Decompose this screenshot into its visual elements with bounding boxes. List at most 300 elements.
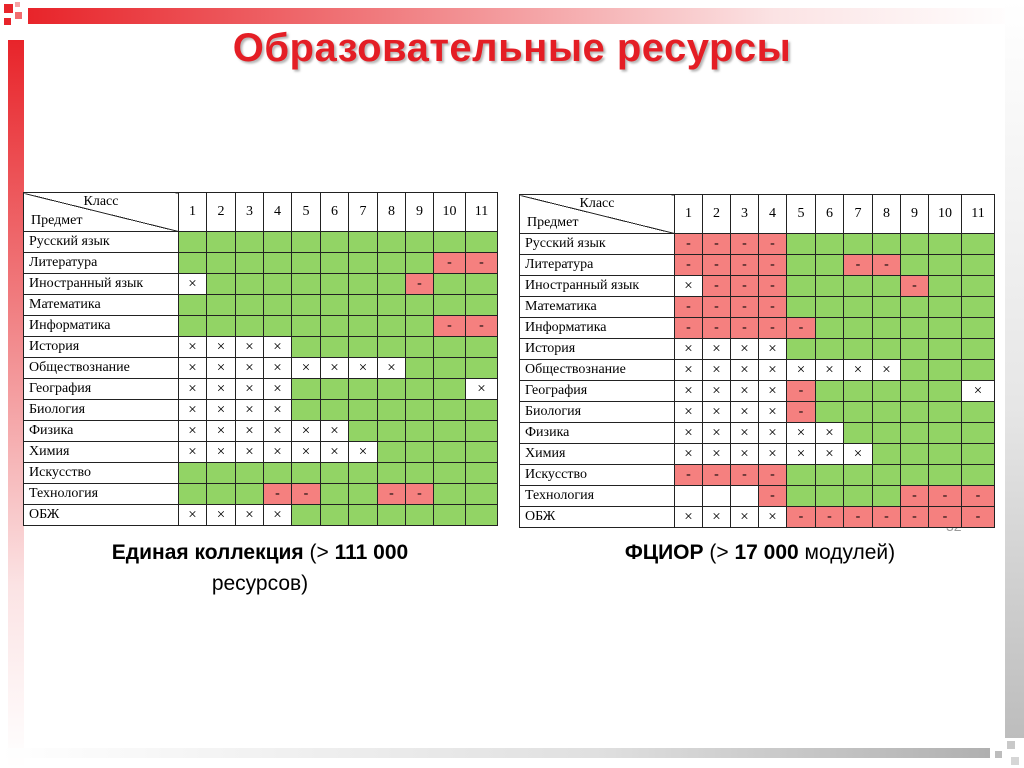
resource-available-cell bbox=[962, 465, 995, 486]
resource-missing-cell: - bbox=[901, 486, 929, 507]
corner-label-subject: Предмет bbox=[31, 213, 83, 228]
not-studied-cell: × bbox=[675, 381, 703, 402]
table-row bbox=[24, 295, 498, 316]
resource-available-cell bbox=[466, 463, 498, 484]
empty-cell bbox=[731, 486, 759, 507]
resource-missing-cell: - bbox=[703, 234, 731, 255]
resource-available-cell bbox=[434, 232, 466, 253]
resource-available-cell bbox=[962, 255, 995, 276]
resource-available-cell bbox=[873, 276, 901, 297]
resource-available-cell bbox=[787, 234, 816, 255]
resource-missing-cell: - bbox=[731, 465, 759, 486]
resource-available-cell bbox=[962, 234, 995, 255]
table-row bbox=[520, 276, 995, 297]
resource-available-cell bbox=[321, 505, 349, 526]
subject-label: Биология bbox=[520, 402, 675, 423]
not-studied-cell: × bbox=[675, 339, 703, 360]
resource-available-cell bbox=[434, 337, 466, 358]
resource-available-cell bbox=[321, 337, 349, 358]
resource-available-cell bbox=[466, 400, 498, 421]
resource-available-cell bbox=[378, 295, 406, 316]
resource-available-cell bbox=[406, 442, 434, 463]
resource-available-cell bbox=[321, 274, 349, 295]
table-row bbox=[24, 253, 498, 274]
resource-available-cell bbox=[207, 253, 236, 274]
not-studied-cell: × bbox=[207, 400, 236, 421]
resource-available-cell bbox=[378, 232, 406, 253]
table-row bbox=[520, 465, 995, 486]
not-studied-cell: × bbox=[759, 360, 787, 381]
resource-missing-cell: - bbox=[675, 318, 703, 339]
not-studied-cell: × bbox=[731, 423, 759, 444]
corner-label-class: Класс bbox=[579, 196, 615, 211]
subject-label: Литература bbox=[24, 253, 179, 274]
resource-available-cell bbox=[406, 505, 434, 526]
resource-available-cell bbox=[179, 253, 207, 274]
table-row bbox=[24, 400, 498, 421]
not-studied-cell: × bbox=[264, 337, 292, 358]
resource-missing-cell: - bbox=[675, 255, 703, 276]
resource-available-cell bbox=[179, 316, 207, 337]
subject-label: Химия bbox=[24, 442, 179, 463]
grade-header: 9 bbox=[901, 195, 929, 234]
resource-available-cell bbox=[434, 274, 466, 295]
resource-available-cell bbox=[816, 276, 844, 297]
not-studied-cell: × bbox=[816, 423, 844, 444]
resource-missing-cell: - bbox=[731, 234, 759, 255]
resource-available-cell bbox=[264, 316, 292, 337]
not-studied-cell: × bbox=[703, 402, 731, 423]
resource-available-cell bbox=[292, 505, 321, 526]
resource-available-cell bbox=[378, 505, 406, 526]
resource-available-cell bbox=[844, 465, 873, 486]
resource-missing-cell: - bbox=[787, 381, 816, 402]
resource-available-cell bbox=[207, 484, 236, 505]
resource-available-cell bbox=[962, 423, 995, 444]
not-studied-cell: × bbox=[349, 442, 378, 463]
resource-available-cell bbox=[816, 381, 844, 402]
resource-available-cell bbox=[406, 295, 434, 316]
not-studied-cell: × bbox=[321, 358, 349, 379]
table-row bbox=[520, 318, 995, 339]
not-studied-cell: × bbox=[703, 360, 731, 381]
table-row bbox=[24, 316, 498, 337]
grade-header: 10 bbox=[434, 193, 466, 232]
resource-available-cell bbox=[466, 274, 498, 295]
resource-available-cell bbox=[434, 421, 466, 442]
table-row bbox=[24, 358, 498, 379]
not-studied-cell: × bbox=[759, 507, 787, 528]
not-studied-cell: × bbox=[207, 421, 236, 442]
table-row bbox=[520, 234, 995, 255]
not-studied-cell: × bbox=[731, 339, 759, 360]
corner-square-decoration bbox=[4, 18, 11, 25]
resource-available-cell bbox=[179, 295, 207, 316]
not-studied-cell: × bbox=[207, 505, 236, 526]
resource-available-cell bbox=[434, 358, 466, 379]
subject-label: Технология bbox=[24, 484, 179, 505]
not-studied-cell: × bbox=[787, 444, 816, 465]
resource-available-cell bbox=[349, 295, 378, 316]
resource-available-cell bbox=[349, 505, 378, 526]
resource-available-cell bbox=[816, 465, 844, 486]
resource-available-cell bbox=[378, 442, 406, 463]
resource-table-fcior bbox=[519, 194, 995, 528]
resource-available-cell bbox=[816, 255, 844, 276]
subject-label: ОБЖ bbox=[520, 507, 675, 528]
not-studied-cell: × bbox=[236, 337, 264, 358]
resource-available-cell bbox=[292, 316, 321, 337]
resource-available-cell bbox=[406, 358, 434, 379]
resource-available-cell bbox=[466, 442, 498, 463]
not-studied-cell: × bbox=[349, 358, 378, 379]
not-studied-cell: × bbox=[787, 360, 816, 381]
resource-missing-cell: - bbox=[844, 507, 873, 528]
resource-available-cell bbox=[466, 337, 498, 358]
resource-available-cell bbox=[901, 444, 929, 465]
corner-square-decoration bbox=[995, 751, 1002, 758]
caption-open: (> bbox=[703, 541, 735, 564]
table-row bbox=[24, 421, 498, 442]
subject-label: Обществознание bbox=[520, 360, 675, 381]
not-studied-cell: × bbox=[703, 444, 731, 465]
caption-tail: модулей) bbox=[798, 541, 896, 564]
resource-available-cell bbox=[844, 234, 873, 255]
table-row bbox=[24, 442, 498, 463]
resource-available-cell bbox=[962, 444, 995, 465]
table-row bbox=[520, 339, 995, 360]
not-studied-cell: × bbox=[236, 442, 264, 463]
subject-label: Информатика bbox=[24, 316, 179, 337]
grade-header: 9 bbox=[406, 193, 434, 232]
resource-available-cell bbox=[844, 318, 873, 339]
not-studied-cell: × bbox=[236, 400, 264, 421]
resource-available-cell bbox=[264, 295, 292, 316]
right-shadow-bar bbox=[1005, 0, 1024, 738]
grade-header: 4 bbox=[264, 193, 292, 232]
not-studied-cell: × bbox=[179, 421, 207, 442]
corner-square-decoration bbox=[4, 4, 13, 13]
resource-available-cell bbox=[207, 232, 236, 253]
resource-missing-cell: - bbox=[929, 507, 962, 528]
resource-available-cell bbox=[929, 360, 962, 381]
resource-missing-cell: - bbox=[962, 486, 995, 507]
resource-available-cell bbox=[873, 318, 901, 339]
resource-available-cell bbox=[929, 318, 962, 339]
resource-available-cell bbox=[349, 379, 378, 400]
resource-available-cell bbox=[349, 421, 378, 442]
not-studied-cell: × bbox=[816, 444, 844, 465]
resource-available-cell bbox=[349, 463, 378, 484]
not-studied-cell: × bbox=[179, 274, 207, 295]
resource-available-cell bbox=[901, 360, 929, 381]
caption-fcior bbox=[560, 537, 960, 568]
resource-available-cell bbox=[378, 463, 406, 484]
resource-available-cell bbox=[179, 463, 207, 484]
resource-available-cell bbox=[873, 465, 901, 486]
grade-header: 3 bbox=[236, 193, 264, 232]
grade-header: 10 bbox=[929, 195, 962, 234]
subject-label: История bbox=[520, 339, 675, 360]
not-studied-cell: × bbox=[759, 423, 787, 444]
resource-available-cell bbox=[207, 274, 236, 295]
resource-available-cell bbox=[292, 337, 321, 358]
resource-missing-cell: - bbox=[731, 276, 759, 297]
resource-missing-cell: - bbox=[901, 276, 929, 297]
not-studied-cell: × bbox=[675, 402, 703, 423]
not-studied-cell: × bbox=[731, 381, 759, 402]
resource-available-cell bbox=[962, 276, 995, 297]
resource-missing-cell: - bbox=[731, 297, 759, 318]
empty-cell bbox=[675, 486, 703, 507]
table-row bbox=[520, 381, 995, 402]
resource-available-cell bbox=[406, 337, 434, 358]
grade-header: 8 bbox=[378, 193, 406, 232]
subject-label: Физика bbox=[24, 421, 179, 442]
resource-available-cell bbox=[962, 360, 995, 381]
resource-missing-cell: - bbox=[466, 316, 498, 337]
resource-missing-cell: - bbox=[675, 234, 703, 255]
resource-missing-cell: - bbox=[378, 484, 406, 505]
resource-missing-cell: - bbox=[434, 316, 466, 337]
table-row bbox=[520, 402, 995, 423]
resource-available-cell bbox=[378, 400, 406, 421]
resource-available-cell bbox=[873, 423, 901, 444]
not-studied-cell: × bbox=[264, 358, 292, 379]
grade-header: 6 bbox=[816, 195, 844, 234]
subject-label: География bbox=[520, 381, 675, 402]
resource-available-cell bbox=[321, 379, 349, 400]
resource-available-cell bbox=[321, 316, 349, 337]
resource-available-cell bbox=[264, 463, 292, 484]
resource-available-cell bbox=[236, 253, 264, 274]
resource-available-cell bbox=[929, 381, 962, 402]
caption-open: (> bbox=[303, 541, 335, 564]
resource-available-cell bbox=[292, 295, 321, 316]
resource-available-cell bbox=[901, 234, 929, 255]
resource-available-cell bbox=[929, 465, 962, 486]
header-corner-cell bbox=[520, 195, 675, 234]
resource-available-cell bbox=[406, 463, 434, 484]
subject-label: Биология bbox=[24, 400, 179, 421]
resource-available-cell bbox=[292, 463, 321, 484]
subject-label: Искусство bbox=[24, 463, 179, 484]
not-studied-cell: × bbox=[264, 505, 292, 526]
resource-available-cell bbox=[844, 297, 873, 318]
resource-available-cell bbox=[873, 297, 901, 318]
resource-available-cell bbox=[844, 339, 873, 360]
grade-header: 1 bbox=[179, 193, 207, 232]
resource-available-cell bbox=[873, 234, 901, 255]
resource-available-cell bbox=[207, 295, 236, 316]
resource-available-cell bbox=[929, 444, 962, 465]
not-studied-cell: × bbox=[236, 421, 264, 442]
resource-available-cell bbox=[321, 253, 349, 274]
resource-available-cell bbox=[873, 381, 901, 402]
subject-label: Математика bbox=[24, 295, 179, 316]
subject-label: Русский язык bbox=[520, 234, 675, 255]
resource-available-cell bbox=[236, 274, 264, 295]
not-studied-cell: × bbox=[844, 360, 873, 381]
resource-available-cell bbox=[901, 297, 929, 318]
resource-available-cell bbox=[434, 400, 466, 421]
table-row bbox=[24, 505, 498, 526]
not-studied-cell: × bbox=[816, 360, 844, 381]
resource-available-cell bbox=[378, 337, 406, 358]
resource-missing-cell: - bbox=[675, 297, 703, 318]
grade-header: 7 bbox=[349, 193, 378, 232]
table-body bbox=[24, 232, 498, 526]
not-studied-cell: × bbox=[962, 381, 995, 402]
not-studied-cell: × bbox=[264, 442, 292, 463]
resource-available-cell bbox=[434, 442, 466, 463]
resource-available-cell bbox=[873, 339, 901, 360]
resource-available-cell bbox=[962, 339, 995, 360]
header-corner-cell bbox=[24, 193, 179, 232]
resource-missing-cell: - bbox=[787, 318, 816, 339]
resource-missing-cell: - bbox=[844, 255, 873, 276]
grade-header: 8 bbox=[873, 195, 901, 234]
resource-available-cell bbox=[466, 295, 498, 316]
resource-available-cell bbox=[962, 297, 995, 318]
resource-available-cell bbox=[207, 316, 236, 337]
resource-available-cell bbox=[321, 463, 349, 484]
not-studied-cell: × bbox=[759, 402, 787, 423]
resource-available-cell bbox=[406, 232, 434, 253]
resource-available-cell bbox=[264, 274, 292, 295]
table-header-row bbox=[24, 193, 498, 232]
resource-available-cell bbox=[349, 232, 378, 253]
resource-missing-cell: - bbox=[901, 507, 929, 528]
not-studied-cell: × bbox=[264, 421, 292, 442]
resource-available-cell bbox=[787, 297, 816, 318]
resource-available-cell bbox=[434, 295, 466, 316]
resource-missing-cell: - bbox=[787, 402, 816, 423]
not-studied-cell: × bbox=[759, 444, 787, 465]
corner-label-class: Класс bbox=[83, 194, 119, 209]
subject-label: Обществознание bbox=[24, 358, 179, 379]
resource-available-cell bbox=[378, 316, 406, 337]
resource-available-cell bbox=[292, 400, 321, 421]
resource-available-cell bbox=[844, 276, 873, 297]
resource-available-cell bbox=[873, 402, 901, 423]
resource-available-cell bbox=[292, 253, 321, 274]
resource-available-cell bbox=[466, 232, 498, 253]
not-studied-cell: × bbox=[703, 507, 731, 528]
not-studied-cell: × bbox=[179, 442, 207, 463]
resource-available-cell bbox=[901, 381, 929, 402]
resource-table-unified-collection bbox=[23, 192, 498, 526]
resource-available-cell bbox=[929, 234, 962, 255]
resource-available-cell bbox=[929, 297, 962, 318]
resource-available-cell bbox=[466, 358, 498, 379]
resource-missing-cell: - bbox=[759, 297, 787, 318]
resource-missing-cell: - bbox=[962, 507, 995, 528]
resource-available-cell bbox=[179, 484, 207, 505]
resource-missing-cell: - bbox=[703, 465, 731, 486]
caption-count: 111 000 bbox=[334, 541, 409, 564]
resource-available-cell bbox=[292, 232, 321, 253]
corner-square-decoration bbox=[1011, 757, 1019, 765]
resource-available-cell bbox=[787, 465, 816, 486]
resource-available-cell bbox=[816, 339, 844, 360]
not-studied-cell: × bbox=[759, 339, 787, 360]
resource-available-cell bbox=[962, 318, 995, 339]
resource-available-cell bbox=[844, 423, 873, 444]
resource-available-cell bbox=[873, 444, 901, 465]
resource-missing-cell: - bbox=[759, 255, 787, 276]
resource-available-cell bbox=[901, 465, 929, 486]
subject-label: Иностранный язык bbox=[24, 274, 179, 295]
resource-available-cell bbox=[466, 505, 498, 526]
resource-available-cell bbox=[236, 232, 264, 253]
resource-missing-cell: - bbox=[434, 253, 466, 274]
not-studied-cell: × bbox=[236, 505, 264, 526]
not-studied-cell: × bbox=[321, 421, 349, 442]
not-studied-cell: × bbox=[236, 379, 264, 400]
resource-missing-cell: - bbox=[929, 486, 962, 507]
resource-available-cell bbox=[349, 253, 378, 274]
not-studied-cell: × bbox=[207, 442, 236, 463]
table-row bbox=[24, 274, 498, 295]
not-studied-cell: × bbox=[731, 402, 759, 423]
resource-available-cell bbox=[349, 337, 378, 358]
resource-available-cell bbox=[321, 232, 349, 253]
resource-available-cell bbox=[901, 423, 929, 444]
not-studied-cell: × bbox=[703, 339, 731, 360]
resource-missing-cell: - bbox=[703, 276, 731, 297]
not-studied-cell: × bbox=[759, 381, 787, 402]
resource-available-cell bbox=[378, 253, 406, 274]
subject-label: Русский язык bbox=[24, 232, 179, 253]
table-row bbox=[520, 423, 995, 444]
caption-name: ФЦИОР bbox=[624, 541, 704, 564]
not-studied-cell: × bbox=[292, 421, 321, 442]
not-studied-cell: × bbox=[321, 442, 349, 463]
grade-header: 11 bbox=[466, 193, 498, 232]
not-studied-cell: × bbox=[292, 358, 321, 379]
resource-available-cell bbox=[787, 486, 816, 507]
resource-available-cell bbox=[236, 316, 264, 337]
not-studied-cell: × bbox=[731, 360, 759, 381]
resource-missing-cell: - bbox=[703, 318, 731, 339]
not-studied-cell: × bbox=[675, 507, 703, 528]
resource-available-cell bbox=[929, 255, 962, 276]
not-studied-cell: × bbox=[207, 379, 236, 400]
not-studied-cell: × bbox=[179, 358, 207, 379]
resource-available-cell bbox=[264, 232, 292, 253]
not-studied-cell: × bbox=[675, 276, 703, 297]
not-studied-cell: × bbox=[675, 444, 703, 465]
resource-available-cell bbox=[349, 484, 378, 505]
subject-label: Литература bbox=[520, 255, 675, 276]
resource-available-cell bbox=[816, 297, 844, 318]
empty-cell bbox=[703, 486, 731, 507]
resource-missing-cell: - bbox=[406, 484, 434, 505]
not-studied-cell: × bbox=[292, 442, 321, 463]
slide-title: Образовательные ресурсы bbox=[232, 26, 792, 70]
bottom-shadow-bar bbox=[0, 748, 990, 758]
resource-available-cell bbox=[264, 253, 292, 274]
resource-missing-cell: - bbox=[466, 253, 498, 274]
grade-header: 5 bbox=[787, 195, 816, 234]
grade-header: 4 bbox=[759, 195, 787, 234]
resource-available-cell bbox=[816, 234, 844, 255]
resource-available-cell bbox=[406, 379, 434, 400]
table-row bbox=[520, 360, 995, 381]
resource-missing-cell: - bbox=[731, 255, 759, 276]
not-studied-cell: × bbox=[873, 360, 901, 381]
